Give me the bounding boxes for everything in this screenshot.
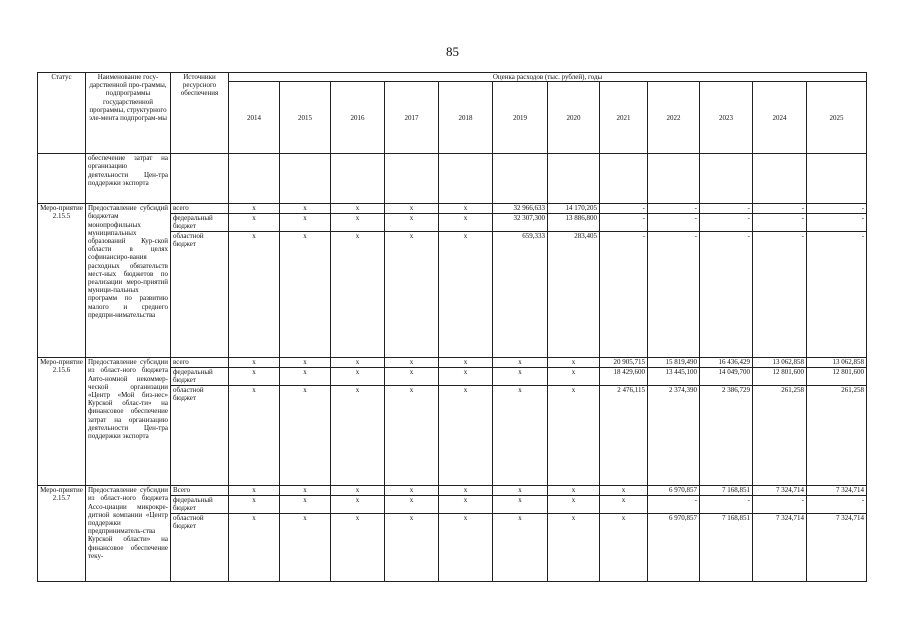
value-cell: x [280, 232, 331, 358]
value-cell: 7 324,714 [753, 514, 807, 582]
table-row [38, 204, 867, 214]
value-cell: x [493, 496, 548, 514]
value-cell: - [753, 232, 807, 358]
value-cell: 659,333 [493, 232, 548, 358]
value-cell: x [493, 386, 548, 486]
value-cell: - [700, 214, 753, 232]
measure-status: Меро-приятие 2.15.5 [38, 204, 86, 358]
value-cell: x [493, 358, 548, 368]
value-cell: x [229, 514, 280, 582]
value-cell: - [648, 496, 700, 514]
value-cell: x [331, 486, 385, 496]
value-cell: - [700, 232, 753, 358]
header-year-2020: 2020 [548, 82, 600, 154]
value-cell: x [229, 386, 280, 486]
funding-source: областной бюджет [171, 514, 229, 582]
value-cell: 7 324,714 [753, 486, 807, 496]
value-cell: 7 168,851 [700, 486, 753, 496]
value-cell: x [229, 368, 280, 386]
value-cell: x [548, 496, 600, 514]
value-cell: - [807, 496, 867, 514]
value-cell: - [600, 214, 648, 232]
value-cell: 6 970,857 [648, 514, 700, 582]
value-cell: x [229, 204, 280, 214]
value-cell: 261,258 [807, 386, 867, 486]
value-cell: 16 436,429 [700, 358, 753, 368]
value-cell: x [385, 496, 439, 514]
value-cell: - [700, 496, 753, 514]
value-cell: x [331, 514, 385, 582]
value-cell: - [600, 204, 648, 214]
value-cell: 13 062,858 [807, 358, 867, 368]
value-cell: x [331, 204, 385, 214]
value-cell: x [600, 486, 648, 496]
value-cell: x [280, 358, 331, 368]
header-year-2017: 2017 [385, 82, 439, 154]
measure-status: Меро-приятие 2.15.7 [38, 486, 86, 582]
header-year-2018: 2018 [439, 82, 493, 154]
value-cell: x [229, 358, 280, 368]
value-cell: x [493, 486, 548, 496]
continuation-name: обеспечение затрат на организацию деятельности Цен-тра поддержки экспорта [86, 154, 171, 204]
value-cell: x [331, 496, 385, 514]
header-year-2014: 2014 [229, 82, 280, 154]
value-cell: 7 324,714 [807, 486, 867, 496]
value-cell: 2 374,390 [648, 386, 700, 486]
value-cell: - [753, 204, 807, 214]
value-cell: x [385, 486, 439, 496]
value-cell: 32 307,300 [493, 214, 548, 232]
value-cell: x [439, 496, 493, 514]
value-cell: x [331, 368, 385, 386]
value-cell: 13 445,100 [648, 368, 700, 386]
measure-name: Предоставление субсидии из област-ного бюджета Ассо-циации микрокре-дитной компании «Центр поддержки предприниматель-ства Курской области» на финансовое обеспечение теку- [86, 486, 171, 582]
value-cell: - [753, 214, 807, 232]
value-cell: x [439, 368, 493, 386]
funding-source: федеральный бюджет [171, 496, 229, 514]
value-cell: 32 966,633 [493, 204, 548, 214]
value-cell: x [493, 368, 548, 386]
value-cell: x [229, 496, 280, 514]
value-cell: - [600, 232, 648, 358]
header-year-2015: 2015 [280, 82, 331, 154]
value-cell: x [548, 368, 600, 386]
value-cell: x [439, 204, 493, 214]
value-cell: x [548, 358, 600, 368]
value-cell: 2 386,729 [700, 386, 753, 486]
value-cell: x [439, 214, 493, 232]
value-cell: 15 819,490 [648, 358, 700, 368]
header-year-2023: 2023 [700, 82, 753, 154]
value-cell: - [807, 232, 867, 358]
value-cell: - [807, 204, 867, 214]
value-cell: x [548, 386, 600, 486]
value-cell: x [280, 496, 331, 514]
page-number: 85 [446, 44, 459, 59]
header-year-2022: 2022 [648, 82, 700, 154]
value-cell: 18 429,600 [600, 368, 648, 386]
funding-source: федеральный бюджет [171, 368, 229, 386]
value-cell: x [280, 386, 331, 486]
header-name: Наименование госу-дарственной про-граммы, подпрограммы государственной программы, структурного эле-мента подпрограм-мы [86, 73, 171, 154]
value-cell: x [229, 232, 280, 358]
value-cell: x [280, 368, 331, 386]
value-cell: - [648, 204, 700, 214]
value-cell: x [280, 214, 331, 232]
header-year-2024: 2024 [753, 82, 807, 154]
funding-source: федеральный бюджет [171, 214, 229, 232]
value-cell: 12 801,600 [807, 368, 867, 386]
value-cell: x [439, 486, 493, 496]
measure-status: Меро-приятие 2.15.6 [38, 358, 86, 486]
value-cell: 7 324,714 [807, 514, 867, 582]
value-cell: - [648, 214, 700, 232]
value-cell: x [600, 514, 648, 582]
continuation-status [38, 154, 86, 204]
funding-source: областной бюджет [171, 232, 229, 358]
value-cell: - [648, 232, 700, 358]
continuation-source [171, 154, 229, 204]
value-cell: 20 905,715 [600, 358, 648, 368]
header-year-2021: 2021 [600, 82, 648, 154]
header-year-2016: 2016 [331, 82, 385, 154]
header-sources: Источники ресурсного обеспечения [171, 73, 229, 154]
measure-name: Предоставление субсидий бюджетам монопрофильных муниципальных образований Кур-ской области в целях софинансиро-вания расходных обязательств мест-ных бюджетов по реализации меро-приятий муници-пальных программ по развитию малого и среднего предпри-нимательства [86, 204, 171, 358]
value-cell: x [280, 486, 331, 496]
value-cell: - [700, 204, 753, 214]
value-cell: 13 062,858 [753, 358, 807, 368]
value-cell: 6 970,857 [648, 486, 700, 496]
value-cell: - [807, 214, 867, 232]
value-cell: x [439, 386, 493, 486]
funding-source: всего [171, 204, 229, 214]
value-cell: x [600, 496, 648, 514]
value-cell: x [493, 514, 548, 582]
value-cell: x [385, 358, 439, 368]
value-cell: 12 801,600 [753, 368, 807, 386]
value-cell: 14 170,205 [548, 204, 600, 214]
value-cell: x [385, 368, 439, 386]
value-cell: x [331, 358, 385, 368]
value-cell: x [439, 514, 493, 582]
value-cell: x [280, 514, 331, 582]
header-year-2019: 2019 [493, 82, 548, 154]
value-cell: x [385, 232, 439, 358]
header-status: Статус [38, 73, 86, 154]
value-cell: x [229, 486, 280, 496]
value-cell: x [280, 204, 331, 214]
value-cell: 14 049,700 [700, 368, 753, 386]
value-cell: x [439, 232, 493, 358]
measure-name: Предоставление субсидии из област-ного бюджета Авто-номной некоммер-ческой организации «Центр «Мой биз-нес» Курской облас-ти» на финансовое обеспечение затрат на организацию деятельности Цен-тра поддержки экспорта [86, 358, 171, 486]
budget-table [37, 72, 867, 582]
value-cell: 2 476,115 [600, 386, 648, 486]
value-cell: - [753, 496, 807, 514]
value-cell: x [331, 232, 385, 358]
value-cell: 13 886,800 [548, 214, 600, 232]
value-cell: 7 168,851 [700, 514, 753, 582]
value-cell: 283,405 [548, 232, 600, 358]
funding-source: всего [171, 358, 229, 368]
value-cell: x [229, 214, 280, 232]
header-estimate: Оценка расходов (тыс. рублей), годы [229, 73, 867, 82]
table-row [38, 486, 867, 496]
value-cell: x [548, 514, 600, 582]
value-cell: x [331, 386, 385, 486]
funding-source: Всего [171, 486, 229, 496]
value-cell: x [331, 214, 385, 232]
funding-source: областной бюджет [171, 386, 229, 486]
value-cell: x [385, 214, 439, 232]
header-year-2025: 2025 [807, 82, 867, 154]
value-cell: 261,258 [753, 386, 807, 486]
value-cell: x [385, 204, 439, 214]
table-row [38, 358, 867, 368]
value-cell: x [385, 386, 439, 486]
value-cell: x [385, 514, 439, 582]
value-cell: x [439, 358, 493, 368]
value-cell: x [548, 486, 600, 496]
